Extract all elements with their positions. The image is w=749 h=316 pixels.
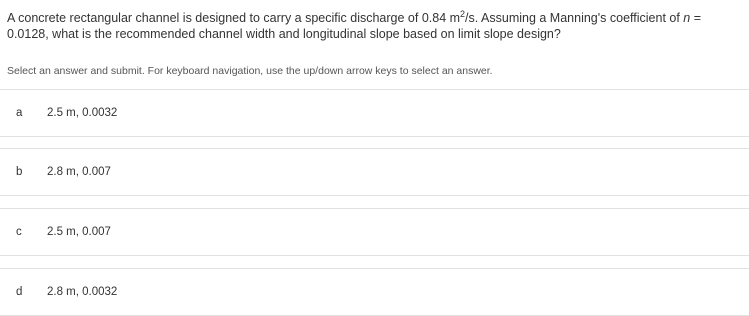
option-text: 2.5 m, 0.0032 <box>47 107 118 119</box>
option-letter: a <box>16 107 23 119</box>
answer-option-c[interactable] <box>0 208 749 256</box>
question-part-1: A concrete rectangular channel is designed to carry a specific discharge of 0.84 m <box>7 11 461 25</box>
option-letter: c <box>16 226 22 238</box>
question-variable: n <box>683 11 691 25</box>
answer-option-a[interactable] <box>0 89 749 137</box>
option-text: 2.8 m, 0.007 <box>47 166 111 178</box>
answer-option-d[interactable] <box>0 268 749 316</box>
option-letter: b <box>16 166 23 178</box>
answer-instructions: Select an answer and submit. For keyboard navigation, use the up/down arrow keys to select an answer. <box>7 65 493 77</box>
option-letter: d <box>16 286 23 298</box>
question-superscript: 2 <box>460 8 466 19</box>
question-part-3: = 0.0128, what is the recommended channel width and longitudinal slope based on limit slope design? <box>7 11 702 41</box>
question-text <box>7 10 742 42</box>
option-text: 2.5 m, 0.007 <box>47 226 111 238</box>
question-part-2: /s. Assuming a Manning's coefficient of <box>465 11 684 25</box>
option-text: 2.8 m, 0.0032 <box>47 286 118 298</box>
answer-option-b[interactable] <box>0 148 749 196</box>
